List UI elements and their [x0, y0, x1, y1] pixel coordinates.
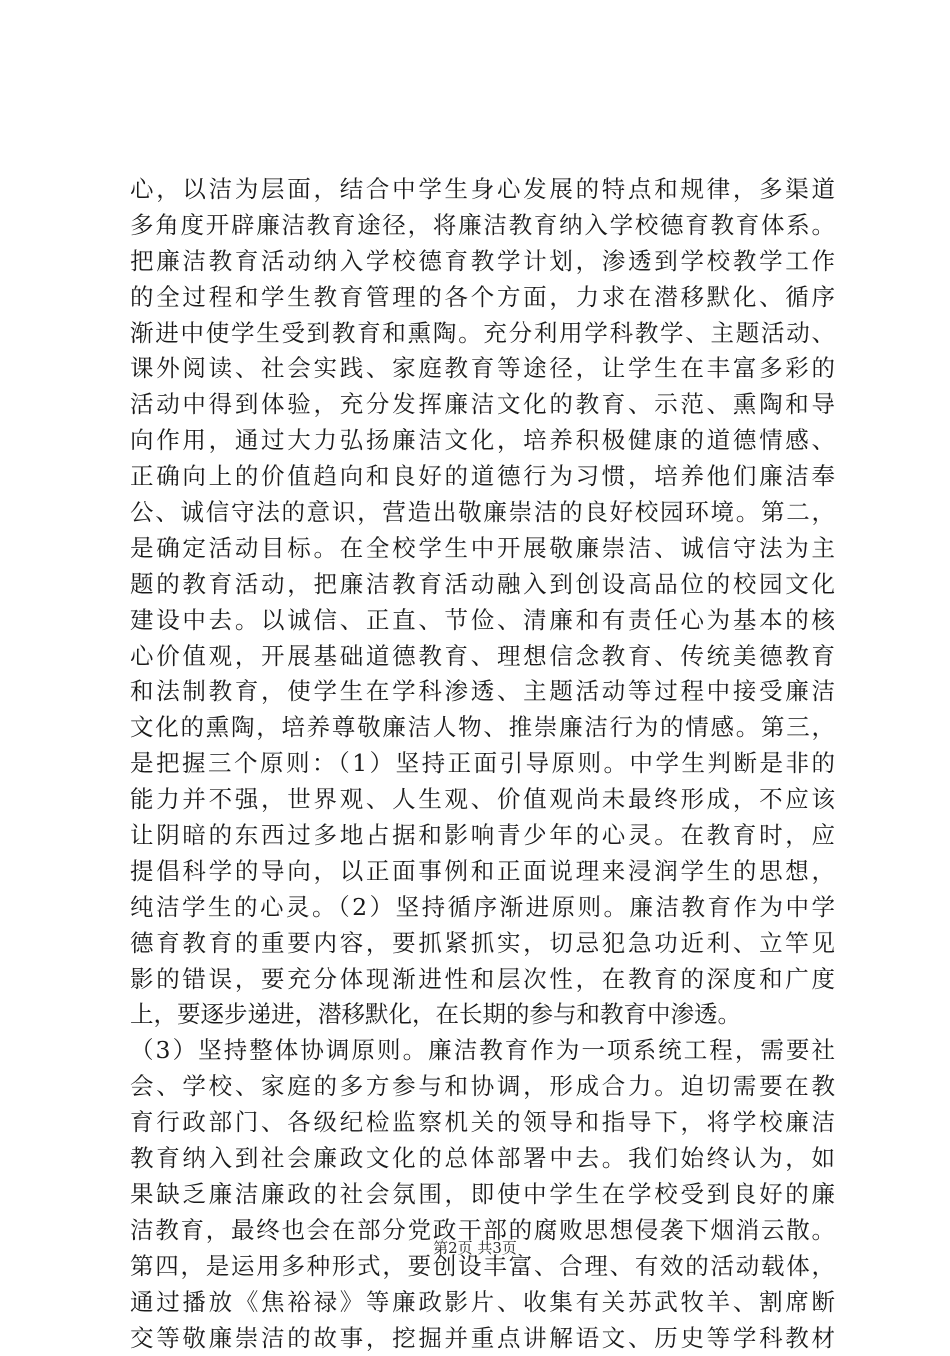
text-line: 和法制教育，使学生在学科渗透、主题活动等过程中接受廉洁	[130, 674, 835, 710]
text-line: 育行政部门、各级纪检监察机关的领导和指导下，将学校廉洁	[130, 1105, 835, 1141]
text-line: 心价值观，开展基础道德教育、理想信念教育、传统美德教育	[130, 639, 835, 675]
text-line: 让阴暗的东西过多地占据和影响青少年的心灵。在教育时，应	[130, 818, 835, 854]
text-line: 正确向上的价值趋向和良好的道德行为习惯，培养他们廉洁奉	[130, 459, 835, 495]
text-line: 是确定活动目标。在全校学生中开展敬廉崇洁、诚信守法为主	[130, 531, 835, 567]
text-line: 会、学校、家庭的多方参与和协调，形成合力。迫切需要在教	[130, 1069, 835, 1105]
text-line: 渐进中使学生受到教育和熏陶。充分利用学科教学、主题活动、	[130, 316, 835, 352]
text-line: 活动中得到体验，充分发挥廉洁文化的教育、示范、熏陶和导	[130, 387, 835, 423]
body-text	[130, 172, 835, 1356]
page-footer: 第2页 共3页	[0, 1238, 950, 1258]
text-line: 德育教育的重要内容，要抓紧抓实，切忌犯急功近利、立竿见	[130, 926, 835, 962]
text-line: 课外阅读、社会实践、家庭教育等途径，让学生在丰富多彩的	[130, 351, 835, 387]
text-line: 是把握三个原则：（1）坚持正面引导原则。中学生判断是非的	[130, 746, 835, 782]
text-line: 题的教育活动，把廉洁教育活动融入到创设高品位的校园文化	[130, 567, 835, 603]
text-line: 文化的熏陶，培养尊敬廉洁人物、推崇廉洁行为的情感。第三，	[130, 710, 835, 746]
text-line: 影的错误，要充分体现渐进性和层次性，在教育的深度和广度	[130, 962, 835, 998]
text-line: （3）坚持整体协调原则。廉洁教育作为一项系统工程，需要社	[130, 1033, 835, 1069]
text-line: 纯洁学生的心灵。（2）坚持循序渐进原则。廉洁教育作为中学	[130, 890, 835, 926]
text-line: 多角度开辟廉洁教育途径，将廉洁教育纳入学校德育教育体系。	[130, 208, 835, 244]
text-line: 向作用，通过大力弘扬廉洁文化，培养积极健康的道德情感、	[130, 423, 835, 459]
text-line: 交等敬廉崇洁的故事，挖掘并重点讲解语文、历史等学科教材	[130, 1321, 835, 1356]
text-line: 的全过程和学生教育管理的各个方面，力求在潜移默化、循序	[130, 280, 835, 316]
text-line: 公、诚信守法的意识，营造出敬廉崇洁的良好校园环境。第二，	[130, 495, 835, 531]
text-line: 心，以洁为层面，结合中学生身心发展的特点和规律，多渠道	[130, 172, 835, 208]
text-line: 建设中去。以诚信、正直、节俭、清廉和有责任心为基本的核	[130, 603, 835, 639]
text-line: 第四，是运用多种形式，要创设丰富、合理、有效的活动载体，	[130, 1249, 835, 1285]
text-line: 上，要逐步递进，潜移默化，在长期的参与和教育中渗透。	[130, 997, 835, 1033]
text-line: 果缺乏廉洁廉政的社会氛围，即使中学生在学校受到良好的廉	[130, 1177, 835, 1213]
text-line: 提倡科学的导向，以正面事例和正面说理来浸润学生的思想，	[130, 854, 835, 890]
text-line: 能力并不强，世界观、人生观、价值观尚未最终形成，不应该	[130, 782, 835, 818]
text-line: 洁教育，最终也会在部分党政干部的腐败思想侵袭下烟消云散。	[130, 1213, 835, 1249]
text-line: 把廉洁教育活动纳入学校德育教学计划，渗透到学校教学工作	[130, 244, 835, 280]
text-line: 教育纳入到社会廉政文化的总体部署中去。我们始终认为，如	[130, 1141, 835, 1177]
text-line: 通过播放《焦裕禄》等廉政影片、收集有关苏武牧羊、割席断	[130, 1285, 835, 1321]
